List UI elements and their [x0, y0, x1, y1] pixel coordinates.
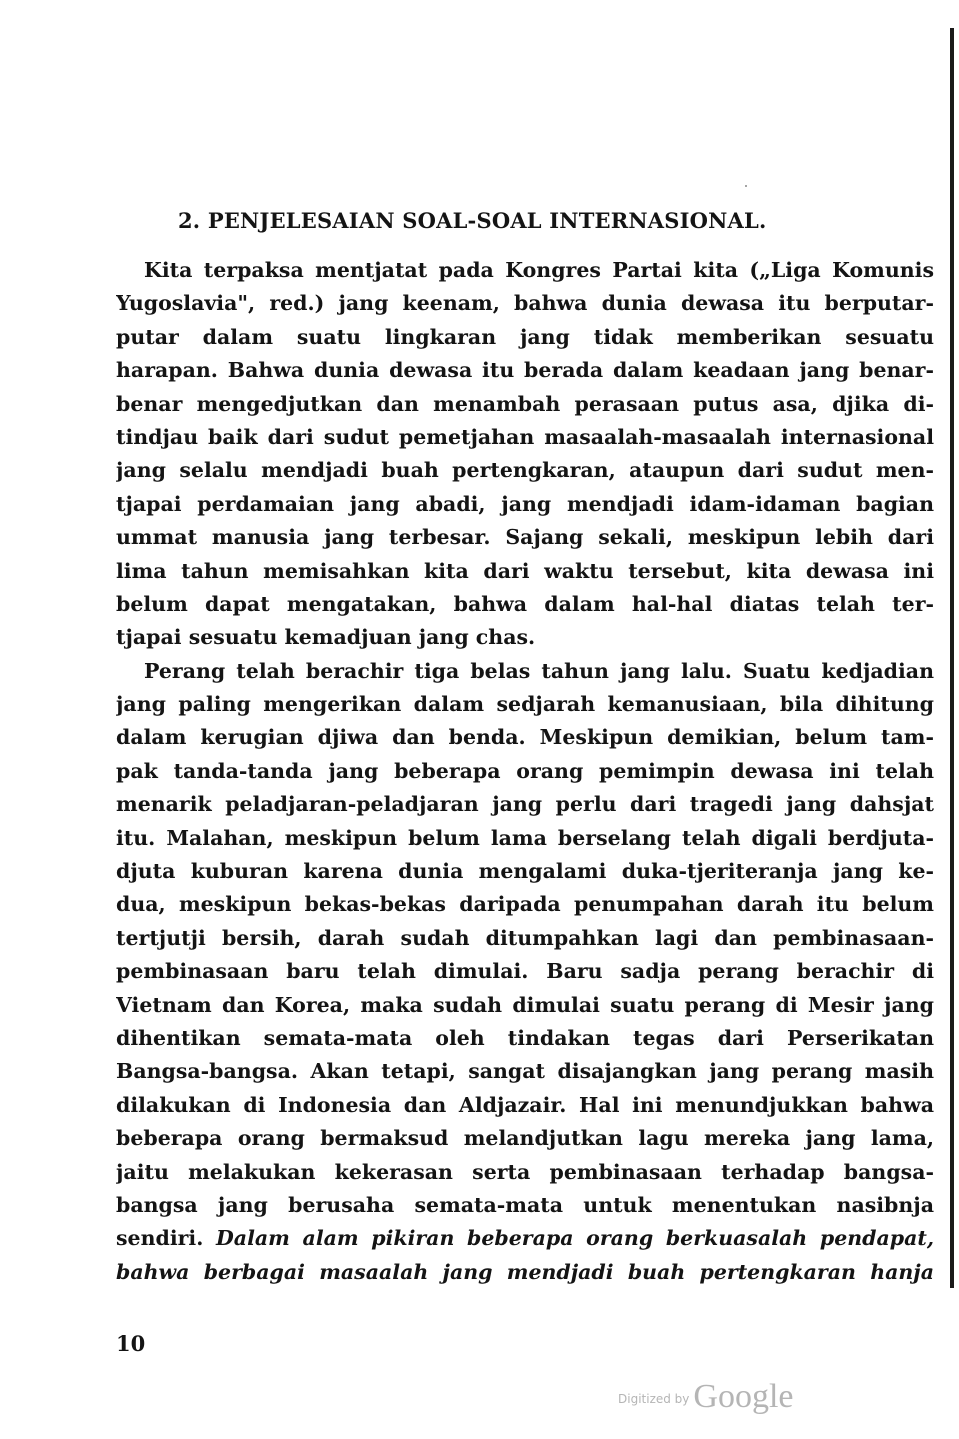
text-line: Vietnam dan Korea, maka sudah dimulai suatu perang di Mesir jang: [116, 992, 934, 1017]
text-line: Perang telah berachir tiga belas tahun jang lalu. Suatu kedjadian: [144, 658, 934, 683]
text-line: jaitu melakukan kekerasan serta pembinasaan terhadap bangsa-: [116, 1159, 934, 1184]
text-line: tjapai sesuatu kemadjuan jang chas.: [116, 625, 536, 650]
text-line: belum dapat mengatakan, bahwa dalam hal-hal diatas telah ter-: [116, 591, 934, 616]
text-line: pak tanda-tanda jang beberapa orang pemimpin dewasa ini telah: [116, 758, 934, 783]
page-edge-line: [950, 28, 954, 1288]
text-line: tertjutji bersih, darah sudah ditumpahkan lagi dan pembinasaan-: [116, 925, 934, 950]
google-logo: Google: [693, 1378, 794, 1415]
text-line: tjapai perdamaian jang abadi, jang mendjadi idam-idaman bagian: [116, 491, 934, 516]
section-heading: 2. PENJELESAIAN SOAL-SOAL INTERNASIONAL.: [178, 208, 767, 233]
text-line: jang paling mengerikan dalam sedjarah kemanusiaan, bila dihitung: [116, 692, 934, 717]
digitized-watermark: [618, 1378, 794, 1416]
text-line: beberapa orang bermaksud melandjutkan lagu mereka jang lama,: [116, 1126, 934, 1151]
text-line: bangsa jang berusaha semata-mata untuk menentukan nasibnja: [116, 1192, 934, 1217]
text-line: dua, meskipun bekas-bekas daripada penumpahan darah itu belum: [116, 892, 934, 917]
scan-speck: [745, 185, 747, 187]
text-line: djuta kuburan karena dunia mengalami duka-tjeriteranja jang ke-: [116, 859, 934, 884]
text-line: Bangsa-bangsa. Akan tetapi, sangat disajangkan jang perang masih: [116, 1059, 934, 1084]
text-line: lima tahun memisahkan kita dari waktu tersebut, kita dewasa ini: [116, 558, 934, 583]
body-text: [116, 254, 934, 1289]
text-line: jang selalu mendjadi buah pertengkaran, ataupun dari sudut men-: [116, 458, 934, 483]
watermark-small-text: Digitized by: [618, 1392, 690, 1406]
text-line: Kita terpaksa mentjatat pada Kongres Partai kita („Liga Komunis: [144, 258, 934, 282]
text-segment: sendiri.: [116, 1226, 204, 1251]
text-line-mixed: [116, 1222, 934, 1255]
text-line: dihentikan semata-mata oleh tindakan tegas dari Perserikatan: [116, 1025, 934, 1050]
text-line: benar mengedjutkan dan menambah perasaan putus asa, djika di-: [116, 391, 934, 416]
text-line: dilakukan di Indonesia dan Aldjazair. Hal ini menundjukkan bahwa: [116, 1092, 934, 1117]
text-line: menarik peladjaran-peladjaran jang perlu dari tragedi jang dahsjat: [116, 792, 934, 817]
italic-text-line: bahwa berbagai masaalah jang mendjadi buah pertengkaran hanja: [116, 1259, 934, 1284]
text-line: harapan. Bahwa dunia dewasa itu berada dalam keadaan jang benar-: [116, 358, 934, 383]
text-line: itu. Malahan, meskipun belum lama berselang telah digali berdjuta-: [116, 825, 934, 850]
text-line: pembinasaan baru telah dimulai. Baru sadja perang berachir di: [116, 959, 934, 984]
text-line: putar dalam suatu lingkaran jang tidak memberikan sesuatu: [116, 324, 934, 349]
page-number: 10: [116, 1331, 146, 1356]
text-line: ummat manusia jang terbesar. Sajang sekali, meskipun lebih dari: [116, 525, 934, 550]
text-line: tindjau baik dari sudut pemetjahan masaalah-masaalah internasional: [116, 424, 934, 449]
text-line: dalam kerugian djiwa dan benda. Meskipun demikian, belum tam-: [116, 725, 934, 750]
text-line: Yugoslavia", red.) jang keenam, bahwa dunia dewasa itu berputar-: [116, 291, 934, 316]
italic-text-segment: Dalam alam pikiran beberapa orang berkuasalah pendapat,: [216, 1226, 934, 1251]
